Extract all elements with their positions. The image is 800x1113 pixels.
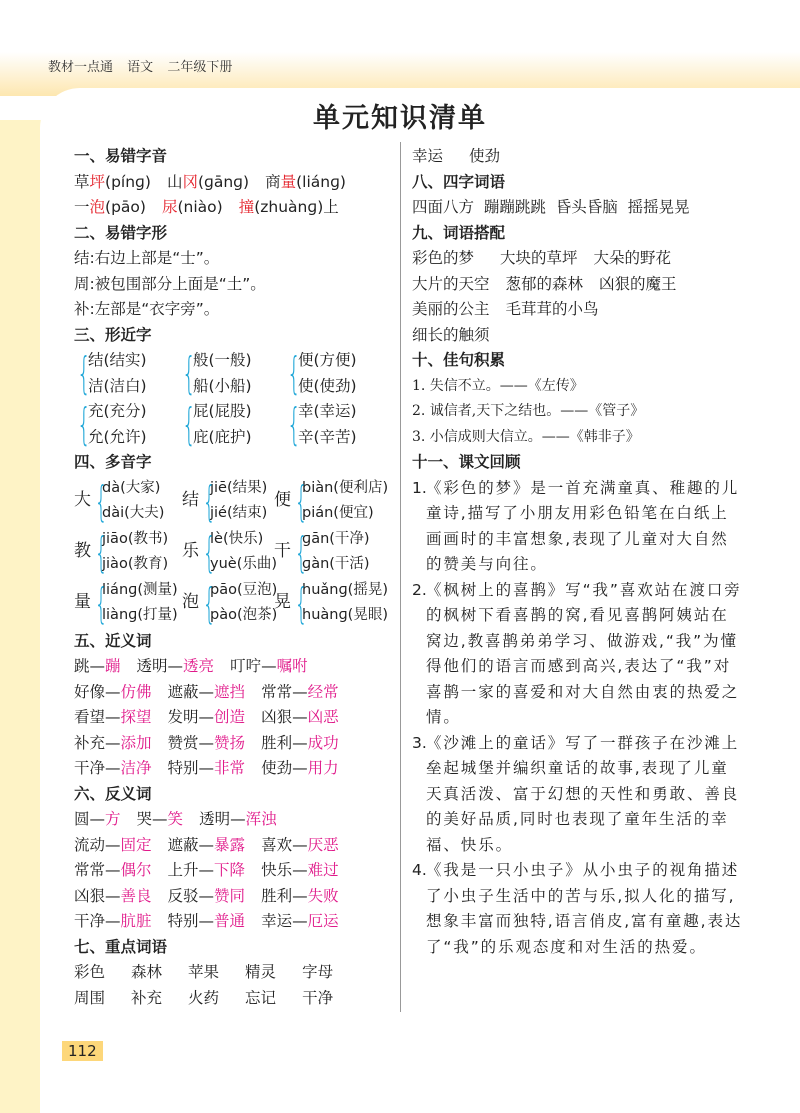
quote-line: 1. 失信不立。——《左传》 xyxy=(412,377,584,394)
synonym: 添加 xyxy=(120,733,152,752)
pronunciation-row xyxy=(74,195,389,221)
similar-char-group xyxy=(284,348,389,399)
word-part: 一 xyxy=(74,198,90,216)
similar-char: 结(结实) xyxy=(88,351,147,369)
review-paragraph xyxy=(412,731,744,859)
reading: liánɡ(测量) xyxy=(102,581,178,598)
reading: pào(泡茶) xyxy=(210,607,278,623)
antonym: 赞同 xyxy=(214,886,246,905)
reading: jiào(教育) xyxy=(102,556,169,572)
word: 透明 xyxy=(199,810,231,828)
pinyin: (niào) xyxy=(177,198,223,216)
polyphone-group xyxy=(274,527,370,578)
glyph-note: 周:被包围部分上面是“土”。 xyxy=(74,274,266,293)
similar-char: 幸(幸运) xyxy=(298,402,357,420)
reading: pián(便宜) xyxy=(302,505,374,521)
similar-char-group xyxy=(284,399,389,450)
word: 哭 xyxy=(136,810,153,828)
word: 圆 xyxy=(74,810,90,828)
brace-icon: { xyxy=(294,578,308,628)
similar-char: 庇(庇护) xyxy=(193,427,252,446)
synonym: 洁净 xyxy=(120,759,152,777)
synonym-row: 好像—仿佛 遮蔽—遮挡 常常—经常 xyxy=(74,682,339,701)
reading: huànɡ(晃眼) xyxy=(302,607,388,623)
subject: 语文 xyxy=(127,60,154,75)
word: 补充 xyxy=(74,733,106,752)
collocation: 美丽的公主 xyxy=(412,300,490,318)
polyphone-row xyxy=(74,527,389,578)
collocation-row xyxy=(412,246,744,272)
error-char: 撞 xyxy=(238,198,255,216)
collocation: 凶狠的魔王 xyxy=(599,274,677,293)
polyphone-char: 量 xyxy=(74,592,91,613)
similar-char: 般(一般) xyxy=(193,351,252,369)
pinyin: (pínɡ) xyxy=(105,172,151,191)
antonym: 厄运 xyxy=(307,912,339,930)
synonym: 凶恶 xyxy=(307,708,339,726)
word: 遮蔽 xyxy=(167,835,199,854)
similar-char-group xyxy=(74,348,179,399)
collocation: 彩色的梦 xyxy=(412,249,475,267)
polyphone-char: 教 xyxy=(74,541,91,562)
synonym-row: 补充—添加 赞赏—赞扬 胜利—成功 xyxy=(74,733,339,752)
key-words-row xyxy=(412,144,744,170)
collocation: 细长的触须 xyxy=(412,325,490,344)
word: 遮蔽 xyxy=(167,682,199,701)
antonym-row: 凶狠—善良 反驳—赞同 胜利—失败 xyxy=(74,886,339,905)
section-heading: 三、形近字 xyxy=(74,325,152,344)
book-name: 教材一点通 xyxy=(48,60,114,75)
idiom: 四面八方 xyxy=(412,198,475,216)
key-word: 森林 xyxy=(131,963,163,981)
paragraph-number: 4. xyxy=(412,861,427,879)
section-heading: 十、佳句积累 xyxy=(412,351,506,369)
antonym: 厌恶 xyxy=(307,835,339,854)
idiom: 蹦蹦跳跳 xyxy=(483,198,546,216)
pinyin: (zhuànɡ)上 xyxy=(254,198,339,216)
reading: yuè(乐曲) xyxy=(210,556,278,572)
word: 胜利 xyxy=(261,886,293,905)
key-word: 火药 xyxy=(188,988,220,1007)
synonym-row: 跳—蹦 透明—透亮 叮咛—嘱咐 xyxy=(74,657,308,675)
synonym: 用力 xyxy=(307,759,339,777)
word: 干净 xyxy=(74,912,106,930)
error-char: 尿 xyxy=(161,198,178,216)
word: 胜利 xyxy=(261,733,293,752)
polyphone-char: 大 xyxy=(74,490,91,511)
antonym: 肮脏 xyxy=(120,912,152,930)
right-column xyxy=(412,144,744,960)
key-word: 干净 xyxy=(302,988,334,1007)
brace-icon: { xyxy=(202,476,216,526)
polyphone-group xyxy=(74,527,182,578)
pinyin: (pāo) xyxy=(105,198,146,216)
word: 跳 xyxy=(74,657,90,675)
antonym-row: 流动—固定 遮蔽—暴露 喜欢—厌恶 xyxy=(74,835,339,854)
similar-chars-row xyxy=(74,399,389,450)
grade: 二年级下册 xyxy=(167,60,233,75)
quote-line: 2. 诚信者,天下之结也。——《管子》 xyxy=(412,403,645,419)
key-word: 使劲 xyxy=(469,147,501,165)
column-divider xyxy=(400,142,401,1012)
brace-icon: { xyxy=(77,399,91,450)
similar-char: 使(使劲) xyxy=(298,376,357,395)
section-heading: 十一、课文回顾 xyxy=(412,453,521,471)
reading: biàn(便利店) xyxy=(302,479,389,496)
review-paragraph xyxy=(412,858,744,960)
reading: pāo(豆泡) xyxy=(210,581,278,598)
paragraph-text: 《沙滩上的童话》写了一群孩子在沙滩上垒起城堡并编织童话的故事,表现了儿童天真活泼、富于幻想的天性和勇敢、善良的美好品质,同时也表现了童年生活的幸福、快乐。 xyxy=(426,733,740,854)
word: 特别 xyxy=(167,759,199,777)
collocation-row xyxy=(412,323,744,349)
pinyin: (liánɡ) xyxy=(296,172,346,191)
section-heading: 一、易错字音 xyxy=(74,147,168,165)
page-number: 112 xyxy=(62,1041,103,1061)
error-char: 冈 xyxy=(182,172,198,191)
polyphone-char: 干 xyxy=(274,541,291,562)
key-word: 字母 xyxy=(302,963,334,981)
word: 流动 xyxy=(74,835,106,854)
key-word: 苹果 xyxy=(188,963,220,981)
reading: jié(结束) xyxy=(210,505,268,521)
similar-char: 船(小船) xyxy=(193,376,252,395)
word-part: 草 xyxy=(74,172,90,191)
brace-icon: { xyxy=(94,476,108,526)
word: 看望 xyxy=(74,708,106,726)
word: 凶狠 xyxy=(261,708,293,726)
word: 常常 xyxy=(261,682,293,701)
key-word: 幸运 xyxy=(412,147,444,165)
word: 透明 xyxy=(136,657,168,675)
section-heading: 八、四字词语 xyxy=(412,172,506,191)
word: 赞赏 xyxy=(167,733,199,752)
section-heading: 二、易错字形 xyxy=(74,223,168,242)
key-word: 忘记 xyxy=(245,988,277,1007)
similar-char: 屁(屁股) xyxy=(193,402,252,420)
reading: dài(大夫) xyxy=(102,505,165,521)
polyphone-group xyxy=(74,476,182,527)
synonym: 嘱咐 xyxy=(276,657,308,675)
synonym: 遮挡 xyxy=(214,682,246,701)
key-word: 精灵 xyxy=(245,963,277,981)
antonym: 浑浊 xyxy=(245,810,277,828)
antonym: 笑 xyxy=(167,810,184,828)
similar-char: 洁(洁白) xyxy=(88,376,147,395)
collocation: 葱郁的森林 xyxy=(505,274,584,293)
key-words-row xyxy=(74,986,389,1012)
polyphone-char: 便 xyxy=(274,490,291,511)
review-paragraph xyxy=(412,476,744,578)
section-heading: 五、近义词 xyxy=(74,631,152,650)
word-part: 山 xyxy=(166,172,183,191)
brace-icon: { xyxy=(182,348,196,399)
collocation: 毛茸茸的小鸟 xyxy=(505,300,599,318)
antonym: 暴露 xyxy=(214,835,246,854)
key-word: 周围 xyxy=(74,988,106,1007)
word: 好像 xyxy=(74,682,106,701)
running-head xyxy=(48,56,242,75)
antonym: 下降 xyxy=(214,861,246,879)
antonym-row: 常常—偶尔 上升—下降 快乐—难过 xyxy=(74,861,339,879)
polyphone-char: 结 xyxy=(182,490,199,511)
idiom: 昏头昏脑 xyxy=(555,198,618,216)
reading: lè(快乐) xyxy=(210,530,264,547)
collocation: 大块的草坪 xyxy=(500,249,578,267)
reading: dà(大家) xyxy=(102,479,161,496)
quote-line: 3. 小信成则大信立。——《韩非子》 xyxy=(412,428,640,445)
polyphone-char: 乐 xyxy=(182,541,199,562)
similar-char-group xyxy=(179,399,284,450)
word: 上升 xyxy=(167,861,199,879)
brace-icon: { xyxy=(202,578,216,628)
synonym: 探望 xyxy=(120,708,152,726)
similar-char: 便(方便) xyxy=(298,351,357,369)
synonym: 经常 xyxy=(307,682,339,701)
section-heading: 九、词语搭配 xyxy=(412,223,506,242)
collocation: 大朵的野花 xyxy=(593,249,672,267)
polyphone-group xyxy=(182,527,278,578)
synonym: 赞扬 xyxy=(214,733,246,752)
similar-char-group xyxy=(74,399,179,450)
word: 喜欢 xyxy=(261,835,293,854)
similar-char-group xyxy=(179,348,284,399)
synonym: 仿佛 xyxy=(120,682,152,701)
synonym-row: 干净—洁净 特别—非常 使劲—用力 xyxy=(74,759,339,777)
similar-char: 辛(辛苦) xyxy=(298,427,357,446)
brace-icon: { xyxy=(94,578,108,628)
reading: jiāo(教书) xyxy=(102,530,169,547)
polyphone-group xyxy=(182,476,274,527)
glyph-note: 结:右边上部是“士”。 xyxy=(74,249,220,267)
antonym: 固定 xyxy=(120,835,152,854)
key-word: 彩色 xyxy=(74,963,106,981)
error-char: 泡 xyxy=(89,198,106,216)
pinyin: (ɡānɡ) xyxy=(197,172,250,191)
word: 叮咛 xyxy=(230,657,262,675)
similar-chars-row xyxy=(74,348,389,399)
synonym: 成功 xyxy=(307,733,339,752)
section-heading: 四、多音字 xyxy=(74,453,152,471)
word: 干净 xyxy=(74,759,106,777)
word: 凶狠 xyxy=(74,886,106,905)
word-part: 商 xyxy=(265,172,281,191)
antonym: 普通 xyxy=(214,912,246,930)
brace-icon: { xyxy=(287,399,301,450)
idiom-row xyxy=(412,195,744,221)
paragraph-number: 3. xyxy=(412,733,427,752)
antonym-row: 干净—肮脏 特别—普通 幸运—厄运 xyxy=(74,912,339,930)
polyphone-group xyxy=(182,578,278,629)
polyphone-group xyxy=(274,476,388,527)
reading: jiē(结果) xyxy=(210,479,268,496)
paragraph-number: 1. xyxy=(412,478,427,497)
brace-icon: { xyxy=(294,476,308,526)
word: 特别 xyxy=(167,912,199,930)
word: 常常 xyxy=(74,861,106,879)
antonym: 失败 xyxy=(307,886,339,905)
brace-icon: { xyxy=(287,348,301,399)
polyphone-char: 泡 xyxy=(182,592,199,613)
paragraph-text: 《我是一只小虫子》从小虫子的视角描述了小虫子生活中的苦与乐,拟人化的描写,想象丰富而独特,语言俏皮,富有童趣,表达了“我”的乐观态度和对生活的热爱。 xyxy=(426,861,743,956)
brace-icon: { xyxy=(294,527,308,577)
brace-icon: { xyxy=(77,348,91,399)
brace-icon: { xyxy=(202,527,216,577)
reading: liànɡ(打量) xyxy=(102,607,178,623)
collocation-row xyxy=(412,272,744,298)
synonym-row: 看望—探望 发明—创造 凶狠—凶恶 xyxy=(74,708,339,726)
key-word: 补充 xyxy=(131,988,163,1007)
antonym: 偶尔 xyxy=(120,861,152,879)
polyphone-group xyxy=(74,578,182,629)
word: 快乐 xyxy=(261,861,293,879)
polyphone-group xyxy=(274,578,388,629)
reading: huǎnɡ(摇晃) xyxy=(302,581,388,598)
word: 幸运 xyxy=(261,912,293,930)
antonym-row: 圆—方 哭—笑 透明—浑浊 xyxy=(74,810,277,828)
error-char: 量 xyxy=(280,172,297,191)
similar-char: 允(允许) xyxy=(88,427,147,446)
left-column xyxy=(74,144,389,1011)
antonym: 方 xyxy=(105,810,121,828)
pronunciation-row xyxy=(74,170,389,196)
reading: ɡàn(干活) xyxy=(302,556,370,572)
paragraph-text: 《彩色的梦》是一首充满童真、稚趣的儿童诗,描写了小朋友用彩色铅笔在白纸上画画时的丰富想象,表现了儿童对大自然的赞美与向往。 xyxy=(426,478,740,573)
synonym: 创造 xyxy=(214,708,246,726)
word: 发明 xyxy=(167,708,199,726)
page-title: 单元知识清单 xyxy=(313,103,487,134)
word: 使劲 xyxy=(261,759,293,777)
collocation-row xyxy=(412,297,744,323)
synonym: 蹦 xyxy=(105,657,121,675)
idiom: 摇摇晃晃 xyxy=(627,198,690,216)
collocation: 大片的天空 xyxy=(412,274,490,293)
antonym: 善良 xyxy=(120,886,152,905)
synonym: 透亮 xyxy=(183,657,215,675)
antonym: 难过 xyxy=(307,861,339,879)
paragraph-text: 《枫树上的喜鹊》写“我”喜欢站在渡口旁的枫树下看喜鹊的窝,看见喜鹊阿姨站在窝边,教喜鹊弟弟学习、做游戏,“我”为懂得他们的语言而感到高兴,表达了“我”对喜鹊一家的喜爱和对大自然由衷的热爱之情。 xyxy=(426,580,742,726)
error-char: 坪 xyxy=(89,172,106,191)
brace-icon: { xyxy=(182,399,196,450)
polyphone-char: 晃 xyxy=(274,592,291,613)
similar-char: 充(充分) xyxy=(88,402,147,420)
polyphone-row xyxy=(74,476,389,527)
section-heading: 六、反义词 xyxy=(74,784,152,803)
word: 反驳 xyxy=(167,886,199,905)
polyphone-row xyxy=(74,578,389,629)
glyph-note: 补:左部是“衣字旁”。 xyxy=(74,300,220,318)
paragraph-number: 2. xyxy=(412,580,427,599)
key-words-row xyxy=(74,960,389,986)
reading: ɡān(干净) xyxy=(302,530,370,547)
synonym: 非常 xyxy=(214,759,246,777)
brace-icon: { xyxy=(94,527,108,577)
section-heading: 七、重点词语 xyxy=(74,937,168,956)
review-paragraph xyxy=(412,578,744,731)
